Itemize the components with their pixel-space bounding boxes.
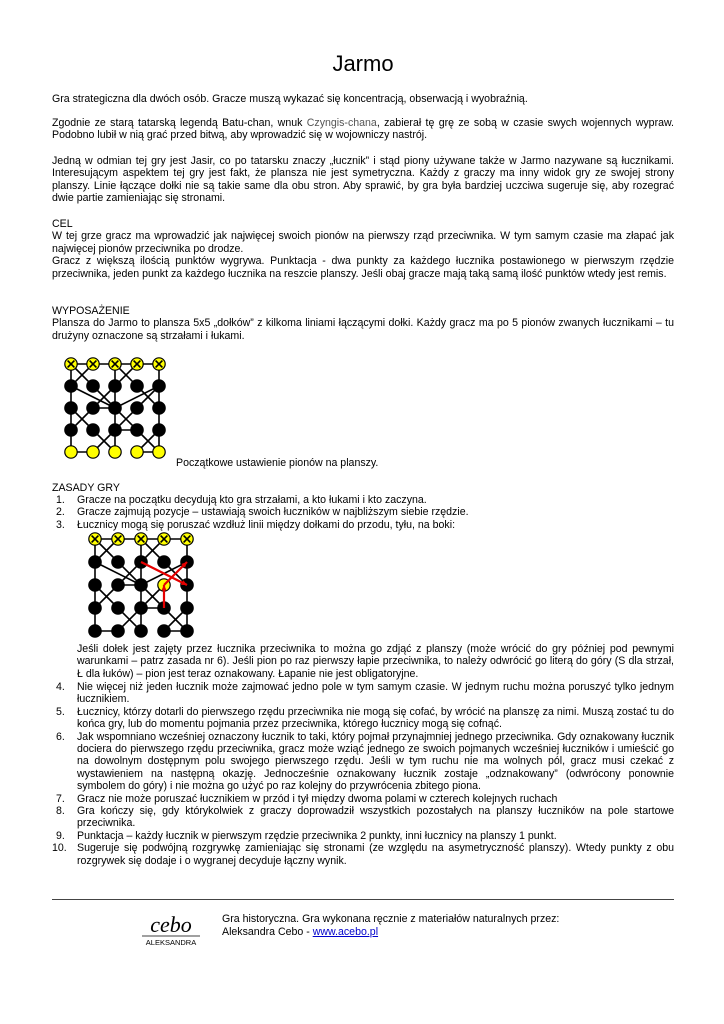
board-hole: [158, 625, 170, 637]
rule-item: [52, 519, 674, 531]
website-link[interactable]: www.acebo.pl: [312, 926, 379, 938]
logo-script: cebo: [150, 912, 192, 937]
rule-item: [52, 731, 674, 793]
board-hole: [87, 424, 99, 436]
board-hole: [131, 402, 143, 414]
rule-item: [52, 681, 674, 706]
rule-text: Gra kończy się, gdy którykolwiek z graczy doprowadził wszystkich pozostałych na planszy łuczników na pole startowe przeciwnika.: [77, 805, 674, 830]
board-hole: [153, 424, 165, 436]
variant-text: Jedną w odmian tej gry jest Jasir, co po tatarsku znaczy „łucznik” i stąd piony używane także w Jarmo nazywane są łucznikami. Interesującym aspektem tej gry jest fakt, że plansza nie jest symetryczna. Każdy z graczy ma inny widok gry ze swojej strony planszy. Linie łączące dołki nie są takie same dla obu stron. Aby sprawić, by gra była bardziej uczciwa sugeruje się, aby rozegrać dwie partie zamieniając się stronami.: [52, 155, 674, 205]
rule-number: 3.: [56, 518, 65, 531]
footer-line-2: [222, 926, 559, 939]
starting-board-svg: [61, 357, 169, 463]
rule-text: Punktacja – każdy łucznik w pierwszym rzędzie przeciwnika 2 punkty, inni łucznicy na planszy 1 punkt.: [77, 829, 557, 842]
rule-number: 4.: [56, 681, 65, 693]
board-hole: [135, 602, 147, 614]
board-hole: [89, 556, 101, 568]
page-title: Jarmo: [332, 51, 394, 76]
rule-number: 8.: [56, 805, 65, 818]
board-hole: [109, 424, 121, 436]
rule-number: 6.: [56, 730, 65, 743]
board-caption: Początkowe ustawienie pionów na planszy.: [176, 457, 379, 469]
logo-name: ALEKSANDRA: [145, 938, 197, 947]
goal-heading: CEL: [52, 218, 73, 230]
board-hole: [181, 602, 193, 614]
rule-text: Gracz nie może poruszać łucznikiem w przód i tył między dwoma polami w czterech kolejnych ruchach: [77, 792, 558, 805]
history-after: , zabierał tę grę ze sobą w czasie swych wojennych wypraw. Podobno lubił w nią grać przed bitwą, aby wprowadzić się w wojowniczy nastrój.: [52, 117, 674, 142]
intro-text: Gra strategiczna dla dwóch osób. Gracze muszą wykazać się koncentracją, obserwacją i wyobraźnią.: [52, 93, 528, 105]
equipment-heading: WYPOSAŻENIE: [52, 305, 130, 317]
rule-number: 7.: [56, 792, 65, 805]
footer-author: Aleksandra Cebo -: [222, 926, 313, 938]
board-hole: [87, 402, 99, 414]
intro-paragraph: [52, 93, 674, 105]
board-hole: [112, 579, 124, 591]
rules-list-b: [52, 681, 674, 867]
history-before: Zgodnie ze starą tatarską legendą Batu-chan, wnuk: [52, 117, 307, 129]
rule-item: [52, 805, 674, 830]
board-hole: [89, 602, 101, 614]
rule-text: Gracze na początku decydują kto gra strzałami, a kto łukami i kto zaczyna.: [77, 494, 427, 506]
board-hole: [153, 402, 165, 414]
board-hole: [158, 556, 170, 568]
capture-note-block: [77, 643, 674, 680]
footer-line-1: Gra historyczna. Gra wykonana ręcznie z materiałów naturalnych przez:: [222, 913, 560, 925]
board-hole: [131, 380, 143, 392]
variant-paragraph: [52, 155, 674, 205]
rule-text: Gracze zajmują pozycje – ustawiają swoich łuczników w najbliższym siebie rzędzie.: [77, 506, 469, 519]
rule-number: 9.: [56, 829, 65, 842]
footer-divider: [52, 899, 674, 900]
rule-text: Sugeruje się podwójną rozgrywkę zamieniając się stronami (ze względu na asymetryczność planszy). Wtedy punkty z obu rozgrywek się dodaje i o wygranej decyduje łączny wynik.: [77, 842, 674, 867]
movement-board-diagram: [85, 531, 243, 642]
history-link: Czyngis-chana: [306, 117, 377, 129]
rule-text: Łucznicy, którzy dotarli do pierwszego rzędu przeciwnika nie mogą się cofać, by wrócić na planszę za nimi. Muszą zostać tu do końca gry, lub do momentu pojmania przez przeciwnika, którego łucznicy mogą się cofnąć.: [77, 705, 674, 731]
rule-text: Nie więcej niż jeden łucznik może zajmować jedno pole w tym samym czasie. W jednym ruchu można poruszyć tylko jednym łucznikiem.: [77, 681, 674, 706]
board-hole: [109, 380, 121, 392]
goal-section: [52, 218, 674, 280]
board-hole: [112, 602, 124, 614]
board-hole: [131, 424, 143, 436]
board-hole: [112, 556, 124, 568]
rules-heading: ZASADY GRY: [52, 482, 120, 494]
rule-item: [52, 793, 674, 805]
board-hole: [153, 380, 165, 392]
movement-board-svg: [85, 531, 243, 639]
board-hole: [109, 402, 121, 414]
board-hole: [135, 579, 147, 591]
logo-svg: [138, 912, 204, 948]
rule-number: 10.: [52, 842, 67, 855]
rule-item: [52, 506, 674, 518]
equipment-text: Plansza do Jarmo to plansza 5x5 „dołków” z kilkoma liniami łączącymi dołki. Każdy gracz ma po 5 pionów zwanych łucznikami – tu drużyny oznaczone są strzałami i łukami.: [52, 317, 674, 342]
archer-piece: [65, 446, 77, 458]
board-hole: [89, 625, 101, 637]
rule-number: 1.: [56, 494, 65, 506]
rule-number: 5.: [56, 705, 65, 718]
board-hole: [87, 380, 99, 392]
rule-item: [52, 830, 674, 842]
board-hole: [65, 402, 77, 414]
capture-note: Jeśli dołek jest zajęty przez łucznika przeciwnika to można go zdjąć z planszy (może wrócić do gry później pod pewnymi warunkami – patrz zasada nr 6). Jeśli pion po raz pierwszy łapie przeciwnika, to należy odwrócić go literą do góry (S dla strzał, Ł dla łuków) – pion jest teraz oznakowany. Łapanie nie jest obligatoryjne.: [77, 643, 674, 680]
rule-text: Jak wspomniano wcześniej oznaczony łucznik to taki, który pojmał przynajmniej jednego przeciwnika. Gdy oznakowany łucznik dociera do pierwszego rzędu przeciwnika, gracz może wziąć jednego ze swoich pojmanych wcześniej łuczników i umieścić go na dowolnym dostępnym polu swojego pierwszego rzędu. Jeśli w tym ruchu nie ma wolnych pól, gracz musi czekać z wystawieniem na następną okazję. Jednocześnie oznakowany łucznik zostaje „odznakowany” (odwrócony ponownie symbolem do góry) i nie można go użyć po raz kolejny do przywrócenia zbitego piona.: [77, 730, 674, 793]
equipment-section: [52, 305, 674, 342]
board-hole: [65, 424, 77, 436]
starting-board-diagram: [61, 357, 169, 466]
board-hole: [65, 380, 77, 392]
archer-piece: [131, 446, 143, 458]
history-paragraph: [52, 117, 674, 142]
board-hole: [135, 625, 147, 637]
archer-piece: [87, 446, 99, 458]
rule-text: Łucznicy mogą się poruszać wzdłuż linii między dołkami do przodu, tyłu, na boki:: [77, 518, 456, 531]
rules-list-a: [52, 494, 674, 531]
archer-piece: [153, 446, 165, 458]
rule-item: [52, 842, 674, 867]
rule-item: [52, 706, 674, 731]
goal-text-2: Gracz z większą ilością punktów wygrywa. Punktacja - dwa punkty za każdego łucznika postawionego w pierwszym rzędzie przeciwnika, jeden punkt za każdego łucznika na reszcie planszy. Jeśli obaj gracze mają taką samą ilość punktów wtedy jest remis.: [52, 255, 674, 280]
aleksandra-cebo-logo: [138, 912, 204, 951]
board-hole: [112, 625, 124, 637]
board-hole: [89, 579, 101, 591]
history-text: [52, 117, 674, 142]
footer-credits: [222, 913, 559, 939]
rule-number: 2.: [56, 506, 65, 519]
board-hole: [181, 625, 193, 637]
rule-item: [52, 494, 674, 506]
rules-heading-block: [52, 482, 674, 494]
goal-text-1: W tej grze gracz ma wprowadzić jak najwięcej swoich pionów na pierwszy rząd przeciwnika. W tym samym czasie ma złapać jak najwięcej pionów przeciwnika po drodze.: [52, 230, 674, 255]
archer-piece: [109, 446, 121, 458]
